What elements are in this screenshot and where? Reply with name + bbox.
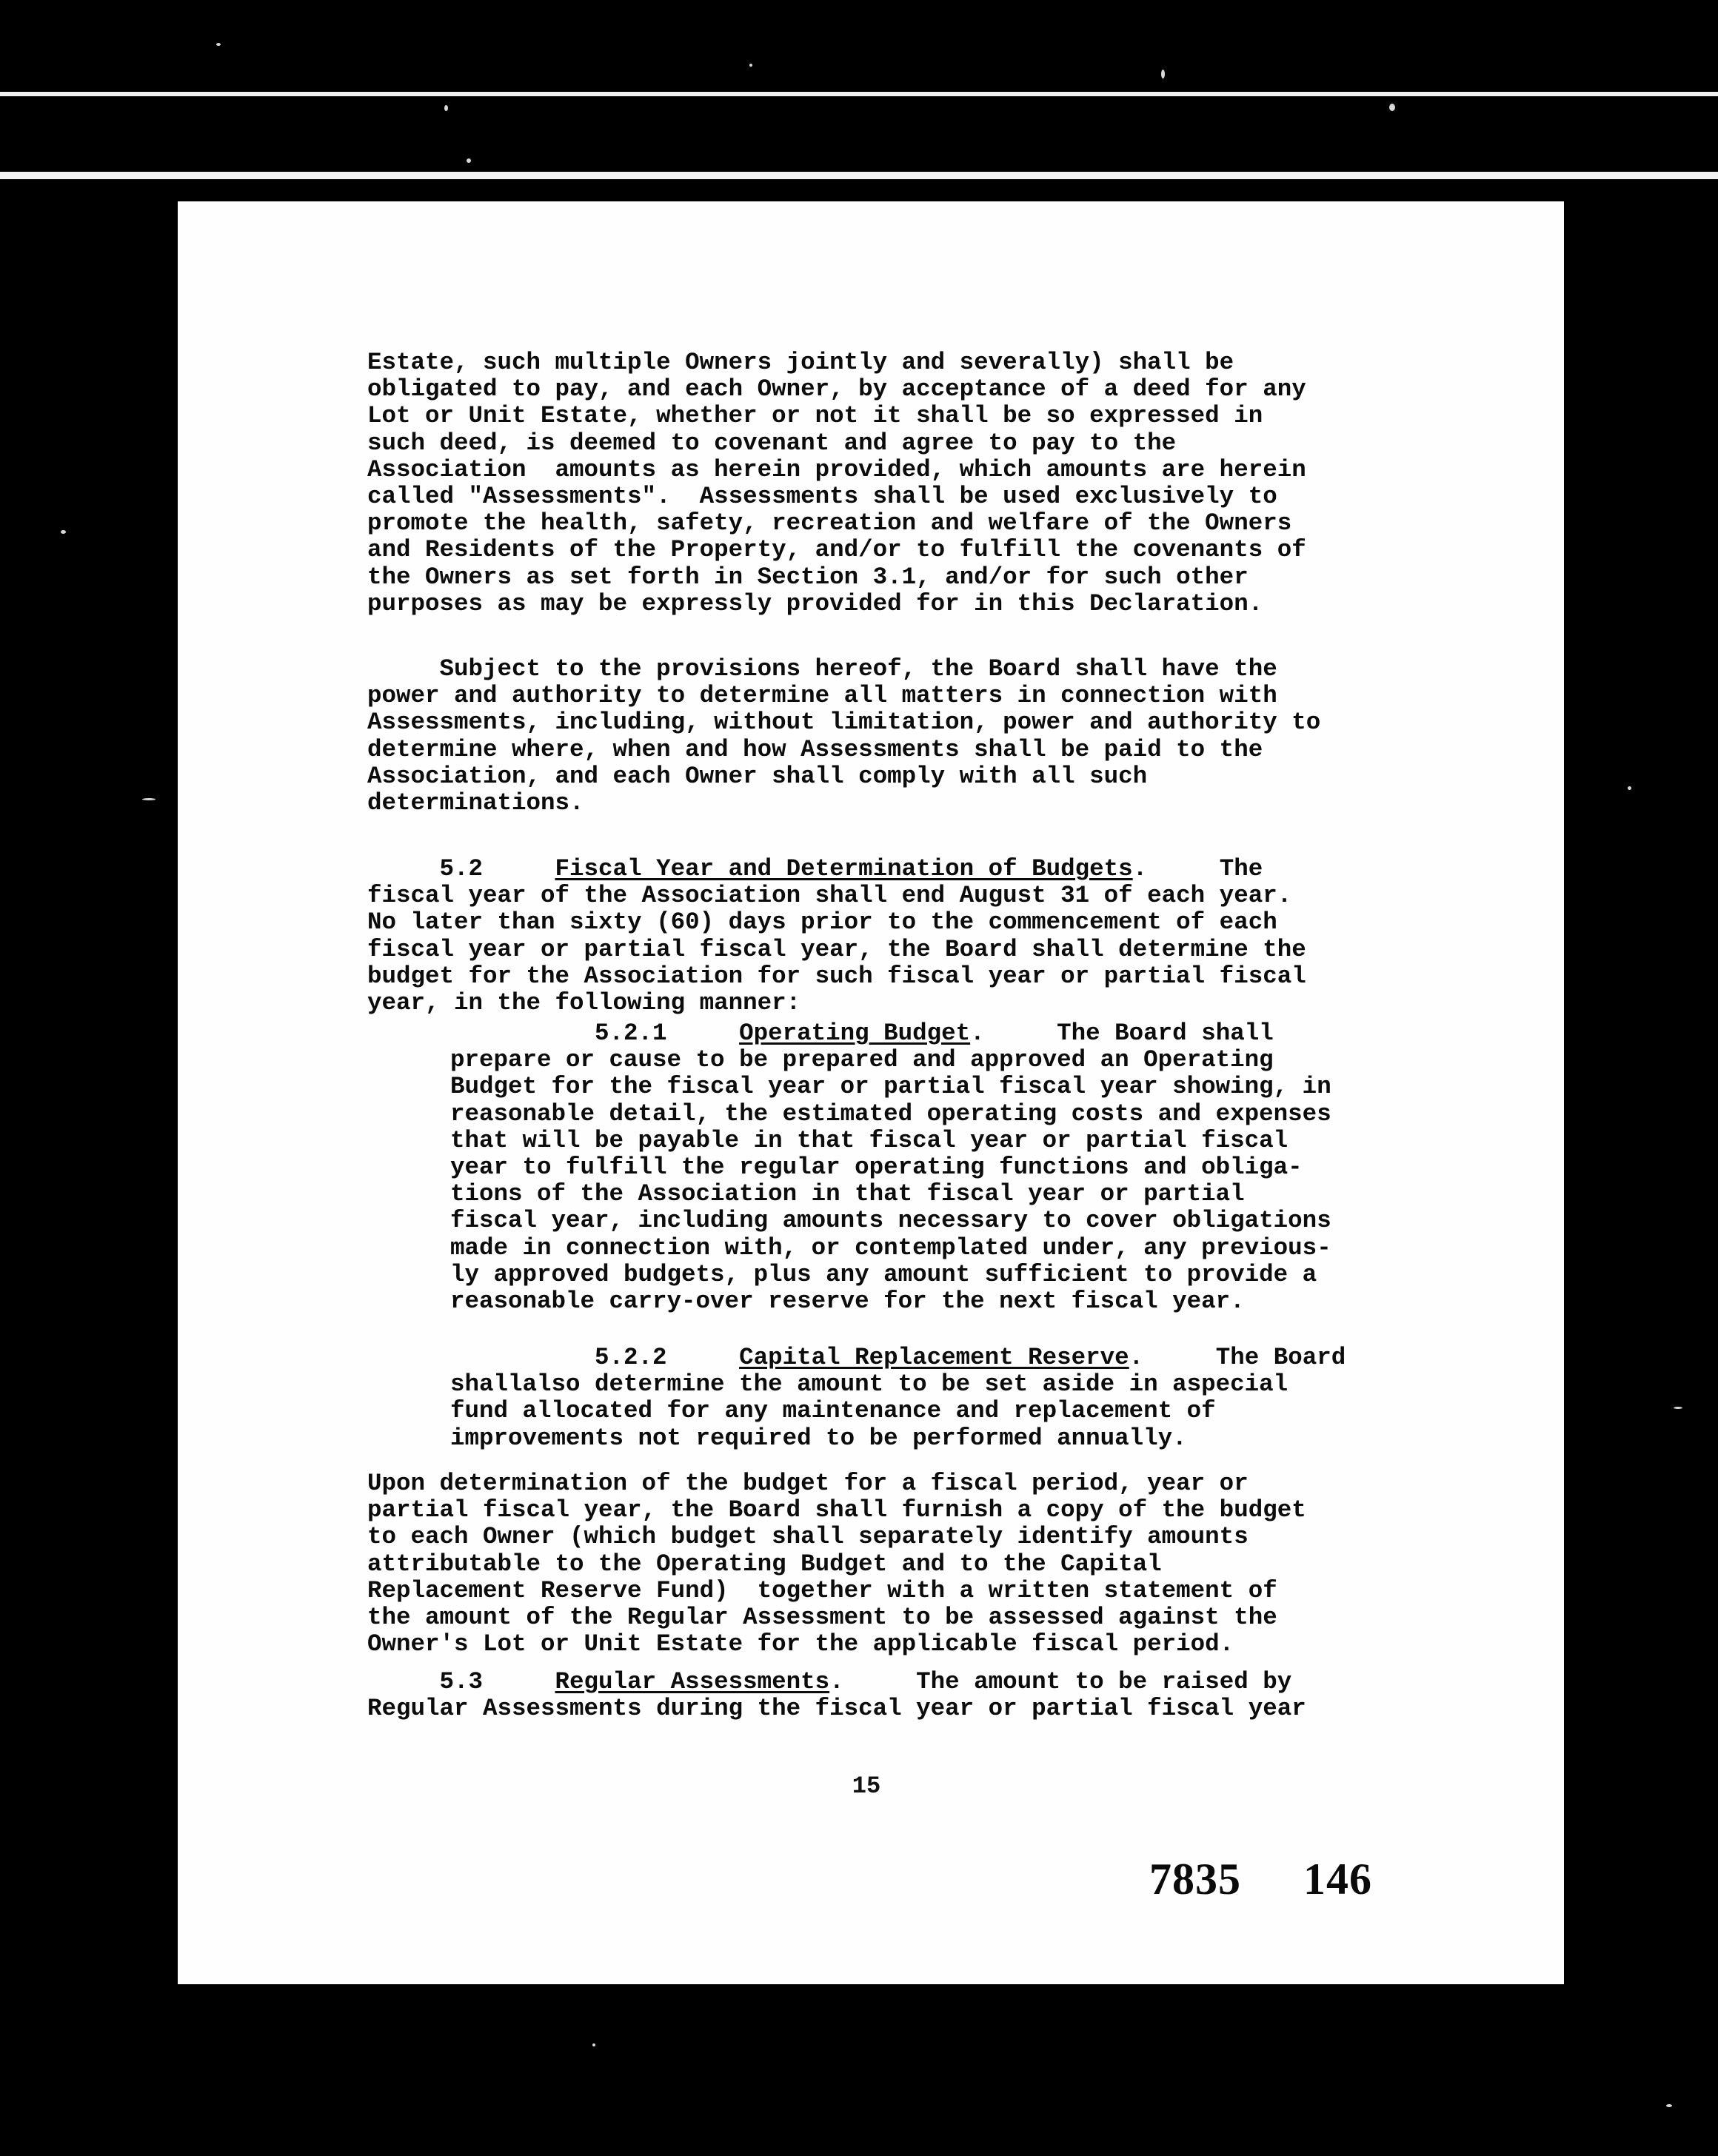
- scan-speck: [216, 43, 221, 46]
- section-5-2-2-capital-reserve: [450, 1345, 1487, 1452]
- section-body: Regular Assessments during the fiscal year or partial fiscal year: [367, 1695, 1306, 1723]
- scan-speck: [1666, 2104, 1672, 2107]
- paragraph-board-authority: Subject to the provisions hereof, the Board shall have the power and authority to determine all matters in connection with Assessments, including, without limitation, power and authority to determine where, when and how Assessments shall be paid to the Association, and each Owner shall comply with all such determinations.: [367, 655, 1321, 817]
- document-page: [178, 201, 1564, 1984]
- scan-edge-rule: [0, 172, 1718, 179]
- section-5-2-1-operating-budget: [450, 1020, 1487, 1315]
- section-number: 5.2.2: [450, 1344, 740, 1371]
- scan-top-rule: [0, 92, 1718, 96]
- section-5-3-regular-assessments: [367, 1669, 1478, 1722]
- section-body: prepare or cause to be prepared and approved an Operating Budget for the fiscal year or partial fiscal year showing, in reasonable detail, the estimated operating costs and expenses that will be payable in that fiscal year or partial fiscal year to fulfill the regular operating functions and obliga- tions of the Association in that fiscal year or partial fiscal year, including amounts necessary to cover obligations made in connection with, or contemplated under, any previous- ly approved budgets, plus any amount sufficient to provide a reasonable carry-over reserve for the next fiscal year.: [450, 1046, 1331, 1316]
- section-number: 5.3: [367, 1668, 555, 1695]
- section-5-2-fiscal-year: [367, 856, 1478, 1017]
- section-body: fiscal year of the Association shall end August 31 of each year. No later than sixty (60) days prior to the commencement of each fiscal year or partial fiscal year, the Board shall determine the budget for the Association for such fiscal year or partial fiscal year, in the following manner:: [367, 882, 1306, 1017]
- heading-trailing-text: . The Board shall: [970, 1020, 1274, 1047]
- scan-speck: [467, 158, 471, 163]
- section-heading: Capital Replacement Reserve: [739, 1344, 1129, 1371]
- section-heading: Operating Budget: [739, 1020, 971, 1047]
- scan-speck: [444, 105, 448, 111]
- document-code-left: 7835: [1149, 1855, 1241, 1904]
- document-code: [1149, 1854, 1372, 1905]
- scan-speck: [1161, 70, 1165, 78]
- scan-speck: [1389, 104, 1395, 111]
- scan-speck: [1674, 1407, 1682, 1409]
- scan-speck: [749, 64, 752, 67]
- document-code-right: 146: [1303, 1855, 1372, 1904]
- scan-speck: [1628, 786, 1631, 790]
- page-number: 15: [852, 1772, 881, 1800]
- scan-speck: [142, 798, 156, 800]
- section-number: 5.2: [367, 855, 555, 883]
- section-number: 5.2.1: [450, 1020, 740, 1047]
- heading-trailing-text: . The Board: [1129, 1344, 1346, 1371]
- paragraph-assessments-obligation: Estate, such multiple Owners jointly and severally) shall be obligated to pay, and each Owner, by acceptance of a deed for any Lot or Unit Estate, whether or not it shall be so expressed in such deed, is deemed to covenant and agree to pay to the Association amounts as herein provided, which amounts are herein called "Assessments". Assessments shall be used exclusively to promote the health, safety, recreation and welfare of the Owners and Residents of the Property, and/or to fulfill the covenants of the Owners as set forth in Section 3.1, and/or for such other purposes as may be expressly provided for in this Declaration.: [367, 349, 1306, 617]
- heading-trailing-text: . The: [1132, 855, 1263, 883]
- heading-trailing-text: . The amount to be raised by: [829, 1668, 1292, 1695]
- section-body: shallalso determine the amount to be set aside in aspecial fund allocated for any maintenance and replacement of improvements not required to be performed annually.: [450, 1370, 1288, 1452]
- scan-speck: [592, 2043, 595, 2046]
- section-heading: Regular Assessments: [555, 1668, 830, 1695]
- paragraph-budget-distribution: Upon determination of the budget for a fiscal period, year or partial fiscal year, the Board shall furnish a copy of the budget to each Owner (which budget shall separately identify amounts attributable to the Operating Budget and to the Capital Replacement Reserve Fund) together with a written statement of the amount of the Regular Assessment to be assessed against the Owner's Lot or Unit Estate for the applicable fiscal period.: [367, 1470, 1306, 1658]
- scan-speck: [61, 530, 66, 534]
- section-heading: Fiscal Year and Determination of Budgets: [555, 855, 1133, 883]
